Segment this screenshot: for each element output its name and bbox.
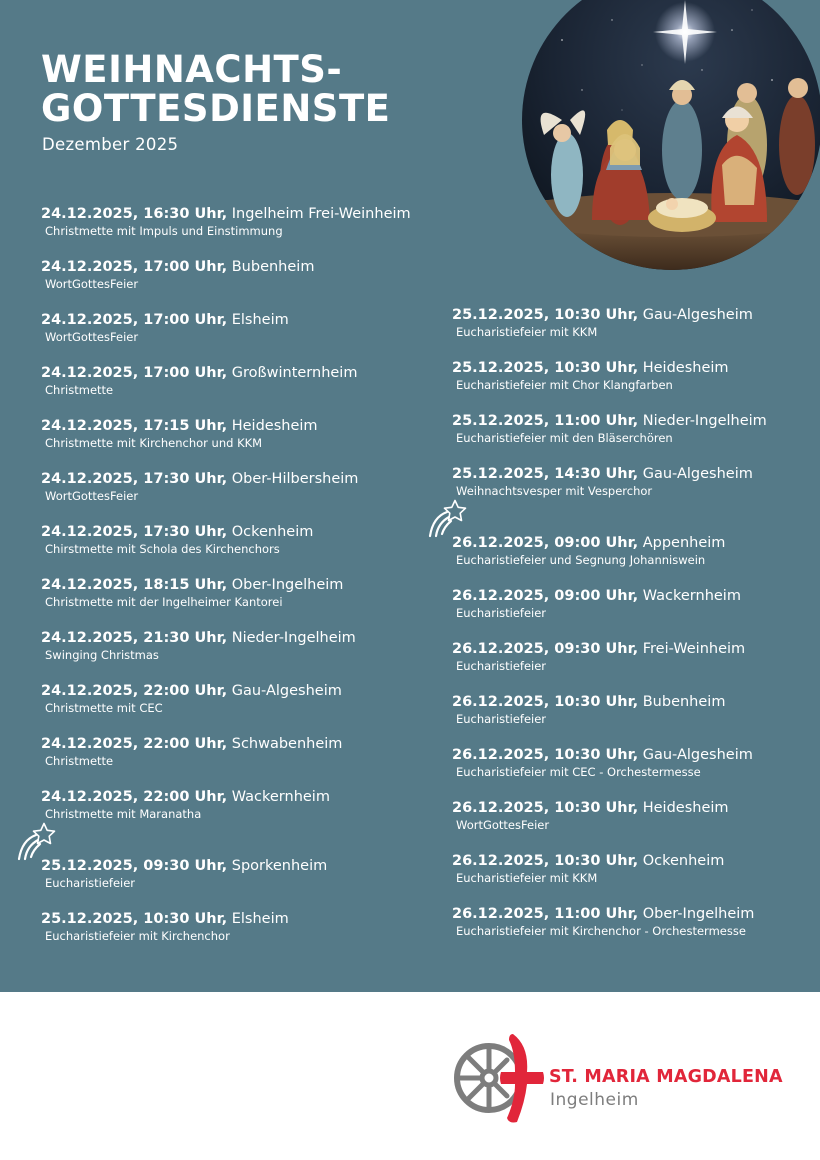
event-service: Eucharistiefeier und Segnung Johanniswein bbox=[456, 553, 706, 567]
event-place: Gau-Algesheim bbox=[642, 747, 753, 763]
event-datetime: 24.12.2025, 18:15 Uhr, bbox=[41, 577, 228, 593]
event-place: Wackernheim bbox=[642, 588, 741, 604]
page-title bbox=[41, 50, 390, 128]
title-line-1: WEIHNACHTS- bbox=[41, 48, 343, 91]
list-item bbox=[452, 745, 767, 798]
event-service: Swinging Christmas bbox=[45, 648, 159, 662]
event-service: WortGottesFeier bbox=[45, 277, 139, 291]
event-service: WortGottesFeier bbox=[45, 489, 139, 503]
event-place: Frei-Weinheim bbox=[642, 641, 746, 657]
event-datetime: 24.12.2025, 22:00 Uhr, bbox=[41, 683, 228, 699]
event-place: Bubenheim bbox=[642, 694, 726, 710]
wheel-cross-logo-icon bbox=[453, 1032, 545, 1124]
nativity-photo bbox=[522, 0, 820, 270]
event-datetime: 24.12.2025, 17:00 Uhr, bbox=[41, 312, 228, 328]
event-place: Gau-Algesheim bbox=[231, 683, 342, 699]
event-place: Appenheim bbox=[642, 535, 726, 551]
list-item bbox=[452, 358, 767, 411]
event-place: Heidesheim bbox=[642, 800, 729, 816]
event-place: Ockenheim bbox=[642, 853, 725, 869]
event-datetime: 26.12.2025, 09:00 Uhr, bbox=[452, 535, 639, 551]
event-datetime: 25.12.2025, 10:30 Uhr, bbox=[452, 307, 639, 323]
event-service: Eucharistiefeier mit KKM bbox=[456, 871, 598, 885]
list-item bbox=[41, 257, 411, 310]
list-item bbox=[41, 909, 411, 962]
parish-logo bbox=[453, 1032, 803, 1124]
list-item bbox=[41, 628, 411, 681]
event-place: Sporkenheim bbox=[231, 858, 328, 874]
event-place: Elsheim bbox=[231, 312, 289, 328]
event-service: Christmette mit der Ingelheimer Kantorei bbox=[45, 595, 283, 609]
event-datetime: 26.12.2025, 09:30 Uhr, bbox=[452, 641, 639, 657]
list-item bbox=[452, 411, 767, 464]
event-service: Chirstmette mit Schola des Kirchenchors bbox=[45, 542, 280, 556]
list-item bbox=[452, 586, 767, 639]
event-service: WortGottesFeier bbox=[45, 330, 139, 344]
event-place: Heidesheim bbox=[231, 418, 318, 434]
event-place: Ober-Hilbersheim bbox=[231, 471, 359, 487]
event-service: Eucharistiefeier mit den Bläserchören bbox=[456, 431, 673, 445]
event-datetime: 26.12.2025, 09:00 Uhr, bbox=[452, 588, 639, 604]
event-datetime: 24.12.2025, 22:00 Uhr, bbox=[41, 789, 228, 805]
list-item bbox=[452, 692, 767, 745]
shooting-star-icon bbox=[427, 499, 471, 539]
event-place: Ober-Ingelheim bbox=[642, 906, 755, 922]
logo-subtitle: Ingelheim bbox=[550, 1090, 639, 1110]
event-service: Eucharistiefeier bbox=[456, 659, 547, 673]
event-service: Weihnachtsvesper mit Vesperchor bbox=[456, 484, 653, 498]
event-place: Nieder-Ingelheim bbox=[231, 630, 356, 646]
event-place: Schwabenheim bbox=[231, 736, 343, 752]
event-service: Eucharistiefeier mit CEC - Orchestermesse bbox=[456, 765, 701, 779]
event-place: Gau-Algesheim bbox=[642, 307, 753, 323]
list-item bbox=[41, 416, 411, 469]
list-item bbox=[41, 310, 411, 363]
event-service: WortGottesFeier bbox=[456, 818, 550, 832]
event-service: Christmette bbox=[45, 754, 114, 768]
list-item bbox=[41, 787, 411, 840]
event-place: Bubenheim bbox=[231, 259, 315, 275]
event-place: Ockenheim bbox=[231, 524, 314, 540]
event-datetime: 24.12.2025, 16:30 Uhr, bbox=[41, 206, 228, 222]
event-datetime: 24.12.2025, 17:00 Uhr, bbox=[41, 259, 228, 275]
event-service: Eucharistiefeier mit Kirchenchor bbox=[45, 929, 230, 943]
event-datetime: 24.12.2025, 21:30 Uhr, bbox=[41, 630, 228, 646]
list-item bbox=[41, 575, 411, 628]
event-datetime: 25.12.2025, 10:30 Uhr, bbox=[452, 360, 639, 376]
event-datetime: 24.12.2025, 17:00 Uhr, bbox=[41, 365, 228, 381]
event-datetime: 25.12.2025, 11:00 Uhr, bbox=[452, 413, 639, 429]
right-column bbox=[452, 305, 767, 957]
event-datetime: 26.12.2025, 10:30 Uhr, bbox=[452, 747, 639, 763]
event-service: Eucharistiefeier mit Chor Klangfarben bbox=[456, 378, 673, 392]
event-place: Heidesheim bbox=[642, 360, 729, 376]
event-datetime: 26.12.2025, 10:30 Uhr, bbox=[452, 853, 639, 869]
event-datetime: 25.12.2025, 09:30 Uhr, bbox=[41, 858, 228, 874]
event-service: Eucharistiefeier bbox=[456, 712, 547, 726]
list-item bbox=[452, 639, 767, 692]
event-service: Eucharistiefeier mit Kirchenchor - Orchestermesse bbox=[456, 924, 746, 938]
event-datetime: 24.12.2025, 17:30 Uhr, bbox=[41, 471, 228, 487]
list-item bbox=[41, 204, 411, 257]
event-datetime: 24.12.2025, 22:00 Uhr, bbox=[41, 736, 228, 752]
list-item bbox=[41, 469, 411, 522]
list-item bbox=[452, 464, 767, 517]
event-datetime: 24.12.2025, 17:15 Uhr, bbox=[41, 418, 228, 434]
event-service: Christmette mit Kirchenchor und KKM bbox=[45, 436, 263, 450]
event-datetime: 25.12.2025, 14:30 Uhr, bbox=[452, 466, 639, 482]
list-item bbox=[41, 522, 411, 575]
event-service: Christmette mit CEC bbox=[45, 701, 163, 715]
list-item bbox=[452, 851, 767, 904]
event-place: Gau-Algesheim bbox=[642, 466, 753, 482]
event-place: Nieder-Ingelheim bbox=[642, 413, 767, 429]
event-service: Christmette mit Maranatha bbox=[45, 807, 202, 821]
event-service: Eucharistiefeier bbox=[45, 876, 136, 890]
list-item bbox=[452, 798, 767, 851]
list-item bbox=[452, 904, 767, 957]
title-line-2: GOTTESDIENSTE bbox=[41, 87, 391, 130]
page-subtitle: Dezember 2025 bbox=[42, 135, 179, 154]
event-service: Christmette bbox=[45, 383, 114, 397]
event-datetime: 24.12.2025, 17:30 Uhr, bbox=[41, 524, 228, 540]
event-datetime: 26.12.2025, 11:00 Uhr, bbox=[452, 906, 639, 922]
list-item bbox=[41, 681, 411, 734]
event-place: Elsheim bbox=[231, 911, 289, 927]
list-item bbox=[41, 734, 411, 787]
event-datetime: 26.12.2025, 10:30 Uhr, bbox=[452, 800, 639, 816]
event-place: Wackernheim bbox=[231, 789, 330, 805]
event-datetime: 26.12.2025, 10:30 Uhr, bbox=[452, 694, 639, 710]
list-item bbox=[452, 305, 767, 358]
event-datetime: 25.12.2025, 10:30 Uhr, bbox=[41, 911, 228, 927]
list-item bbox=[41, 363, 411, 416]
event-place: Ober-Ingelheim bbox=[231, 577, 344, 593]
list-item bbox=[41, 856, 411, 909]
event-service: Eucharistiefeier mit KKM bbox=[456, 325, 598, 339]
event-service: Christmette mit Impuls und Einstimmung bbox=[45, 224, 283, 238]
logo-name: ST. MARIA MAGDALENA bbox=[549, 1067, 783, 1087]
left-column bbox=[41, 204, 411, 962]
event-place: Großwinternheim bbox=[231, 365, 358, 381]
event-place: Ingelheim Frei-Weinheim bbox=[231, 206, 411, 222]
shooting-star-icon bbox=[16, 822, 60, 862]
event-service: Eucharistiefeier bbox=[456, 606, 547, 620]
list-item bbox=[452, 533, 767, 586]
